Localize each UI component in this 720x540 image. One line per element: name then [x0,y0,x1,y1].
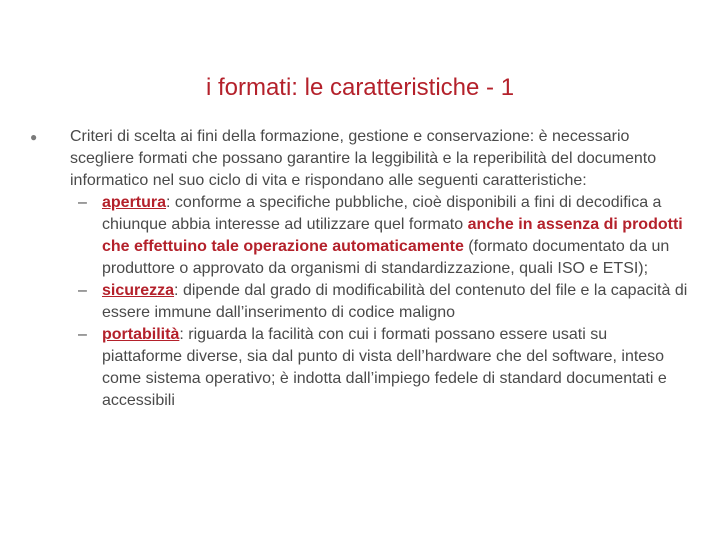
list-item-apertura [30,192,690,280]
slide-content [30,126,690,412]
bullet-dot-icon: ● [30,130,38,144]
main-bullet-text: Criteri di scelta ai fini della formazione, gestione e conservazione: è necessario scegliere formati che possano garantire la leggibilità e la reperibilità del documento informatico nel suo ciclo di vita e rispondano alle seguenti caratteristiche: [70,128,657,189]
characteristics-list [30,192,690,412]
list-item-portabilita [30,324,690,412]
dash-icon: – [78,326,87,343]
apertura-text-2: (formato documentato da un produttore o approvato da organismi di standardizzazione, quali ISO e ETSI); [102,238,670,277]
apertura-text-1: : conforme a specifiche pubbliche, cioè disponibili a fini di decodifica a chiunque abbia interesse ad utilizzare quel formato [102,194,662,233]
portabilita-text: : riguarda la facilità con cui i formati possano essere usati su piattaforme diverse, sia dal punto di vista dell’hardware che del software, inteso come sistema operativo; è indotta dall’impiego fedele di standard documentati e accessibili [102,326,667,409]
list-item-sicurezza [30,280,690,324]
sicurezza-text: : dipende dal grado di modificabilità del contenuto del file e la capacità di essere immune dall’inserimento di codice maligno [102,282,688,321]
apertura-emphasis: anche in assenza di prodotti che effettuino tale operazione automaticamente [102,216,683,255]
dash-icon: – [78,194,87,211]
term-sicurezza: sicurezza [102,282,175,299]
term-portabilita: portabilità [102,326,180,343]
main-bullet [30,126,690,192]
term-apertura: apertura [102,194,167,211]
slide-title: i formati: le caratteristiche - 1 [205,74,515,101]
dash-icon: – [78,282,87,299]
